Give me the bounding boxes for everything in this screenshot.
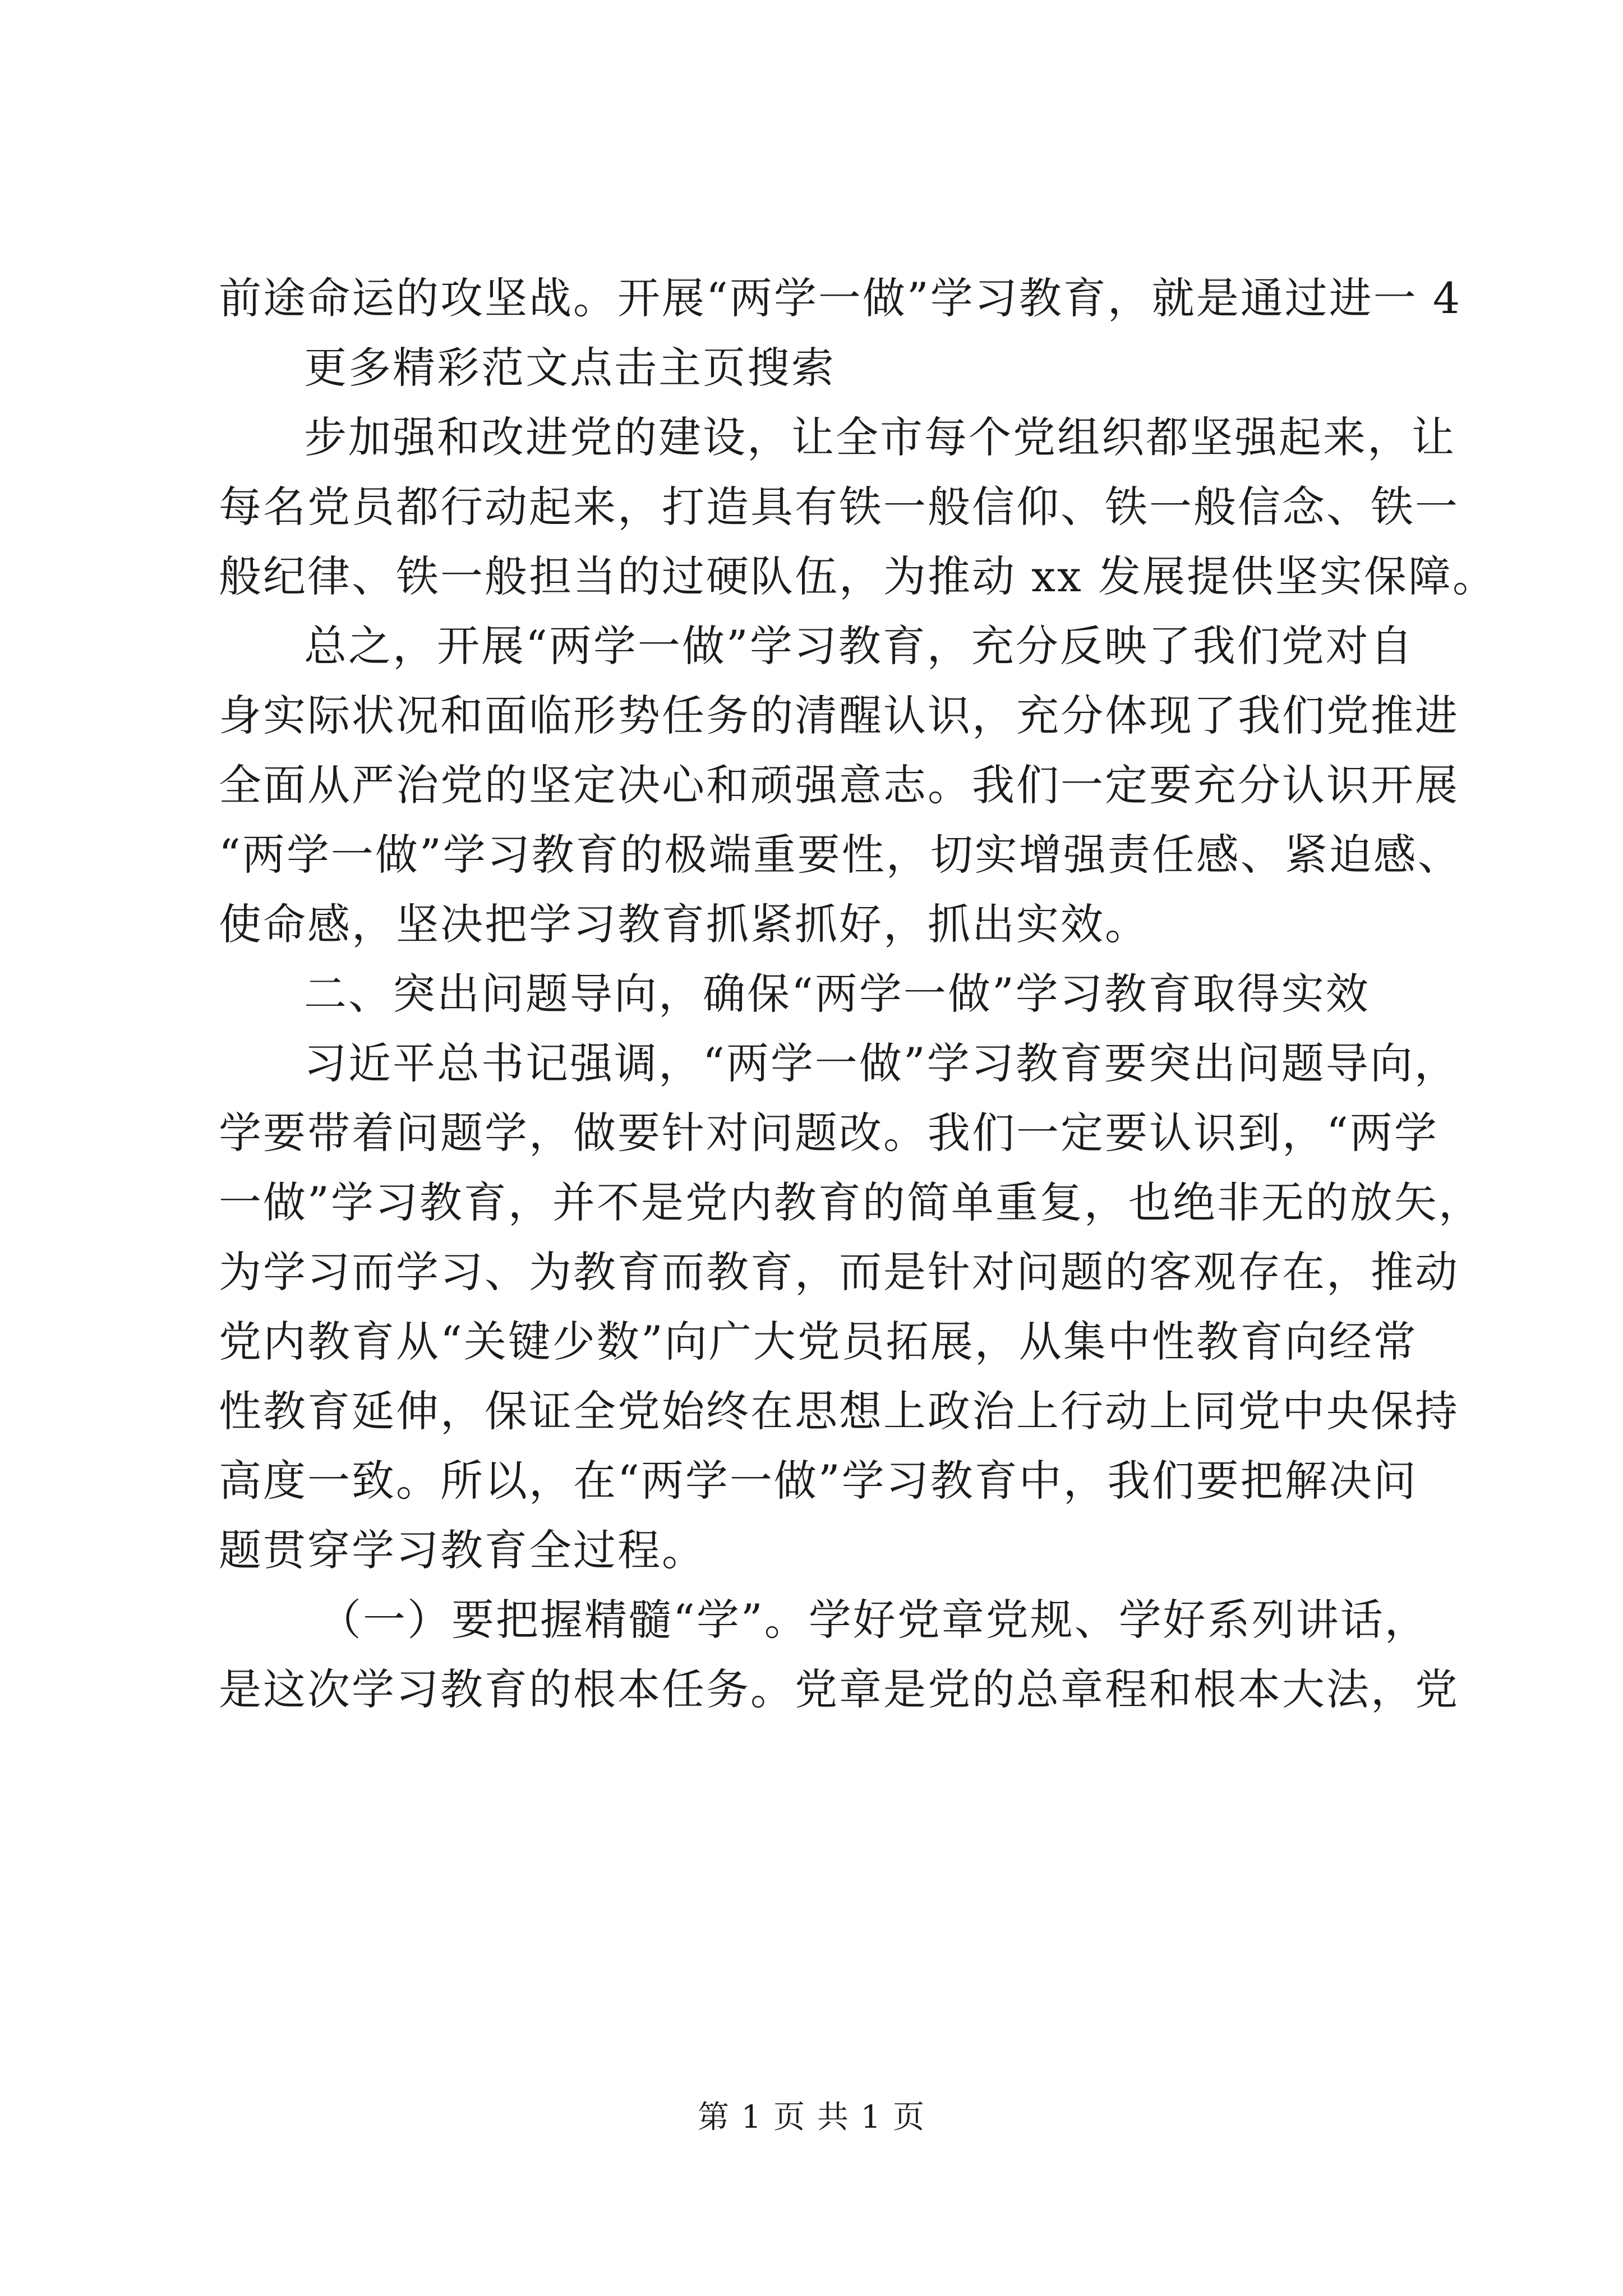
document-body [219, 264, 1497, 1724]
text-line: 性教育延伸，保证全党始终在思想上政治上行动上同党中央保持 [219, 1386, 1459, 1436]
text-line: 全面从严治党的坚定决心和顽强意志。我们一定要充分认识开展 [219, 760, 1459, 810]
text-line: 为学习而学习、为教育而教育，而是针对问题的客观存在，推动 [219, 1247, 1459, 1297]
text-line: 党内教育从“关键少数”向广大党员拓展，从集中性教育向经常 [219, 1317, 1418, 1366]
text-line: “两学一做”学习教育的极端重要性，切实增强责任感、紧迫感、 [219, 830, 1462, 880]
text-line: 般纪律、铁一般担当的过硬队伍，为推动 xx 发展提供坚实保障。 [219, 551, 1497, 601]
text-line: 步加强和改进党的建设，让全市每个党组织都坚强起来，让 [304, 412, 1456, 462]
promo-line: 更多精彩范文点击主页搜索 [304, 343, 836, 393]
paragraph-start: 总之，开展“两学一做”学习教育，充分反映了我们党对自 [304, 621, 1414, 671]
text-line: 学要带着问题学，做要针对问题改。我们一定要认识到，“两学 [219, 1108, 1438, 1158]
paragraph-start: 习近平总书记强调，“两学一做”学习教育要突出问题导向， [304, 1038, 1459, 1088]
text-line: 一做”学习教育，并不是党内教育的简单重复，也绝非无的放矢， [219, 1177, 1483, 1227]
text-line: 高度一致。所以，在“两学一做”学习教育中，我们要把解决问 [219, 1456, 1418, 1506]
text-line: 每名党员都行动起来，打造具有铁一般信仰、铁一般信念、铁一 [219, 482, 1459, 532]
subsection-heading: （一）要把握精髓“学”。学好党章党规、学好系列讲话， [319, 1595, 1429, 1645]
text-line: 题贯穿学习教育全过程。 [219, 1525, 706, 1575]
page-footer: 第 1 页 共 1 页 [697, 2099, 926, 2136]
text-line: 是这次学习教育的根本任务。党章是党的总章程和根本大法，党 [219, 1664, 1459, 1714]
text-line: 身实际状况和面临形势任务的清醒认识，充分体现了我们党推进 [219, 691, 1459, 740]
text-line: 使命感，坚决把学习教育抓紧抓好，抓出实效。 [219, 899, 1149, 949]
section-heading: 二、突出问题导向，确保“两学一做”学习教育取得实效 [304, 969, 1370, 1019]
text-line: 前途命运的攻坚战。开展“两学一做”学习教育，就是通过进一 4 [219, 273, 1462, 323]
